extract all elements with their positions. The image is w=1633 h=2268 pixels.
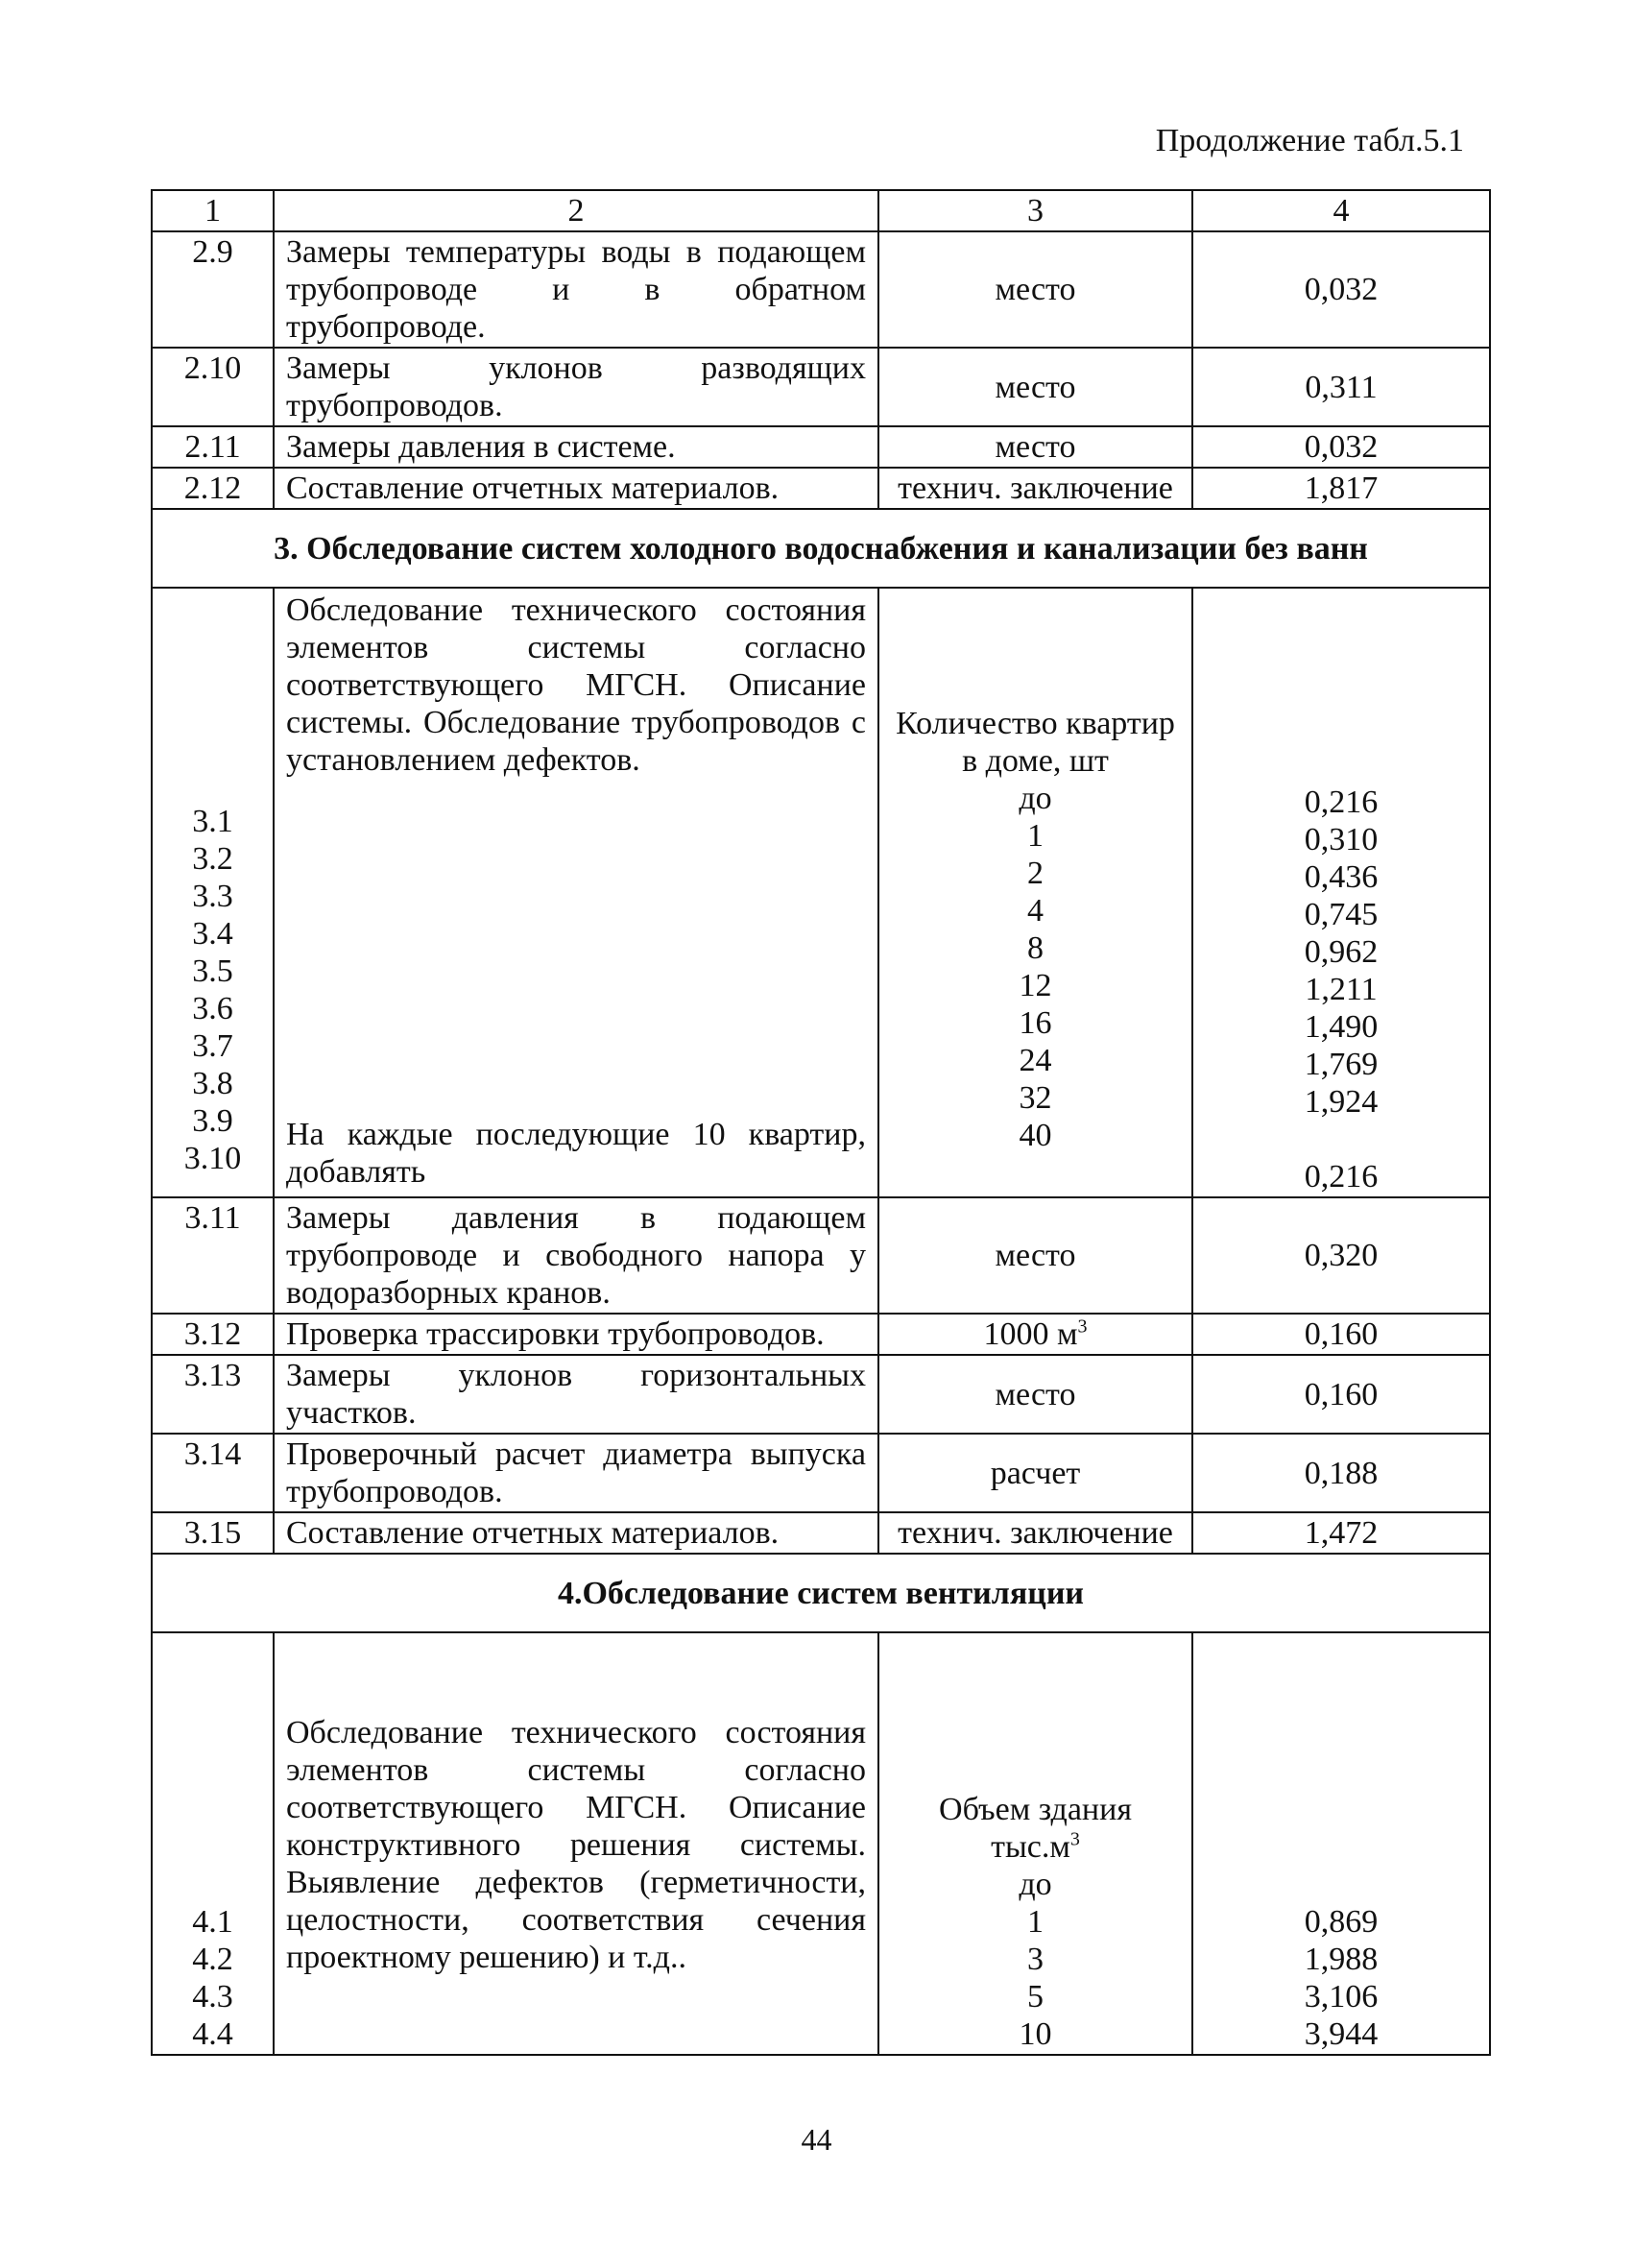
row-number: 3.7 — [192, 1027, 233, 1064]
unit-line: до — [1019, 781, 1052, 816]
row-number: 3.4 — [192, 915, 233, 952]
row-number: 3.12 — [152, 1314, 274, 1355]
row-description: Проверочный расчет диаметра выпуска трубопроводов. — [274, 1434, 878, 1512]
unit-line: в доме, шт — [962, 743, 1109, 779]
quantity: 1 — [1027, 818, 1044, 854]
row-value: 0,032 — [1192, 426, 1490, 468]
block-description: Обследование технического состояния элементов системы согласно соответствующего МГСН. Описание системы. Обследование трубопроводов с установлением дефектов. — [286, 592, 866, 778]
block-description: Обследование технического состояния элементов системы согласно соответствующего МГСН. Описание конструктивного решения системы. Выявление дефектов (герметичности, целостности, соответствия сечения проектному решению) и т.д.. — [274, 1632, 878, 2055]
row-number: 4.4 — [192, 2016, 233, 2052]
row-number: 4.2 — [192, 1942, 233, 1977]
norms-table — [151, 189, 1491, 2056]
row-value: 3,944 — [1304, 2016, 1379, 2052]
page-number: 44 — [801, 2122, 832, 2157]
row-value: 0,160 — [1192, 1314, 1490, 1355]
table-row — [152, 426, 1490, 468]
block-cell — [274, 588, 878, 1197]
row-unit: место — [878, 426, 1192, 468]
quantity: 24 — [1019, 1043, 1052, 1078]
table-row — [152, 1197, 1490, 1314]
row-unit: место — [878, 348, 1192, 426]
row-value: 1,817 — [1192, 468, 1490, 509]
column-header: 1 — [152, 190, 274, 231]
table-row — [152, 231, 1490, 348]
row-value: 0,962 — [1304, 934, 1379, 970]
row-unit: технич. заключение — [878, 1512, 1192, 1554]
unit-superscript: 3 — [1077, 1315, 1088, 1338]
row-unit: место — [878, 1355, 1192, 1434]
row-unit: технич. заключение — [878, 468, 1192, 509]
block-unit — [878, 588, 1192, 1197]
table-row — [152, 1355, 1490, 1434]
row-value: 1,924 — [1304, 1084, 1379, 1120]
unit-text: 1000 м — [983, 1316, 1078, 1352]
row-number: 2.9 — [152, 231, 274, 348]
row-number: 2.12 — [152, 468, 274, 509]
row-unit: место — [878, 1197, 1192, 1314]
row-value: 0,311 — [1192, 348, 1490, 426]
row-value: 0,436 — [1304, 859, 1379, 895]
row-value: 0,160 — [1192, 1355, 1490, 1434]
block-unit — [878, 1632, 1192, 2055]
row-value: 1,490 — [1304, 1009, 1379, 1045]
table-row — [152, 1434, 1490, 1512]
row-number: 3.1 — [192, 803, 233, 839]
quantity: 5 — [1027, 1979, 1044, 2015]
row-description: Замеры давления в подающем трубопроводе и свободного напора у водоразборных кранов. — [274, 1197, 878, 1314]
section-title: 3. Обследование систем холодного водоснабжения и канализации без ванн — [152, 509, 1490, 588]
row-number: 4.3 — [192, 1979, 233, 2015]
row-value: 1,988 — [1304, 1942, 1379, 1977]
row-value: 0,188 — [1192, 1434, 1490, 1512]
row-description: Составление отчетных материалов. — [274, 468, 878, 509]
quantity: 16 — [1019, 1005, 1052, 1041]
section-heading-row — [152, 509, 1490, 588]
unit-line: до — [1019, 1867, 1052, 1902]
quantity: 8 — [1027, 930, 1044, 966]
row-description: Составление отчетных материалов. — [274, 1512, 878, 1554]
section-title: 4.Обследование систем вентиляции — [152, 1554, 1490, 1632]
section-heading-row — [152, 1554, 1490, 1632]
table-row — [152, 1512, 1490, 1554]
row-number: 3.3 — [192, 878, 233, 914]
row-numbers — [152, 588, 274, 1197]
row-number: 3.11 — [152, 1197, 274, 1314]
block-values — [1192, 588, 1490, 1197]
table-row — [152, 348, 1490, 426]
table-block — [152, 588, 1490, 1197]
unit-text: тыс.м — [991, 1829, 1070, 1865]
row-value: 0,745 — [1304, 897, 1379, 932]
unit-line — [891, 1828, 1180, 1866]
row-value: 0,216 — [1304, 784, 1379, 820]
row-description: Замеры давления в системе. — [274, 426, 878, 468]
row-number: 3.9 — [192, 1102, 233, 1139]
table-row — [152, 468, 1490, 509]
row-number: 3.2 — [192, 840, 233, 877]
row-number: 3.5 — [192, 953, 233, 989]
quantity: 12 — [1019, 968, 1052, 1003]
row-number: 3.8 — [192, 1065, 233, 1101]
table-row — [152, 1314, 1490, 1355]
row-number: 4.1 — [192, 1904, 233, 1940]
extra-description: На каждые последующие 10 квартир, добавлять — [286, 1117, 866, 1190]
quantity: 32 — [1019, 1080, 1052, 1116]
block-values — [1192, 1632, 1490, 2055]
row-value: 1,769 — [1304, 1047, 1379, 1082]
row-value: 0,310 — [1304, 822, 1379, 857]
table-block — [152, 1632, 1490, 2055]
unit-line: Количество квартир — [896, 706, 1175, 741]
row-number: 3.14 — [152, 1434, 274, 1512]
row-number: 2.11 — [152, 426, 274, 468]
row-unit: место — [878, 231, 1192, 348]
row-description: Проверка трассировки трубопроводов. — [274, 1314, 878, 1355]
row-value: 3,106 — [1304, 1979, 1379, 2015]
column-header: 2 — [274, 190, 878, 231]
row-unit: расчет — [878, 1434, 1192, 1512]
row-number: 2.10 — [152, 348, 274, 426]
row-value: 1,211 — [1305, 972, 1378, 1007]
row-number: 3.6 — [192, 990, 233, 1026]
column-header: 4 — [1192, 190, 1490, 231]
quantity: 2 — [1027, 856, 1044, 891]
row-number: 3.13 — [152, 1355, 274, 1434]
row-value: 0,320 — [1192, 1197, 1490, 1314]
unit-line: Объем здания — [939, 1792, 1132, 1827]
quantity: 3 — [1027, 1942, 1044, 1977]
row-value: 0,032 — [1192, 231, 1490, 348]
row-unit — [878, 1314, 1192, 1355]
row-value: 1,472 — [1192, 1512, 1490, 1554]
row-description: Замеры уклонов разводящих трубопроводов. — [274, 348, 878, 426]
row-description: Замеры уклонов горизонтальных участков. — [274, 1355, 878, 1434]
quantity: 40 — [1019, 1118, 1052, 1153]
row-description: Замеры температуры воды в подающем трубопроводе и в обратном трубопроводе. — [274, 231, 878, 348]
continuation-header: Продолжение табл.5.1 — [1155, 123, 1464, 158]
column-header-row — [152, 190, 1490, 231]
column-header: 3 — [878, 190, 1192, 231]
unit-superscript: 3 — [1069, 1828, 1080, 1850]
extra-value: 0,216 — [1304, 1159, 1379, 1194]
row-numbers — [152, 1632, 274, 2055]
quantity: 4 — [1027, 893, 1044, 929]
row-number: 3.15 — [152, 1512, 274, 1554]
quantity: 10 — [1019, 2016, 1052, 2052]
row-number: 3.10 — [183, 1140, 242, 1176]
quantity: 1 — [1027, 1904, 1044, 1940]
row-value: 0,869 — [1304, 1904, 1379, 1940]
